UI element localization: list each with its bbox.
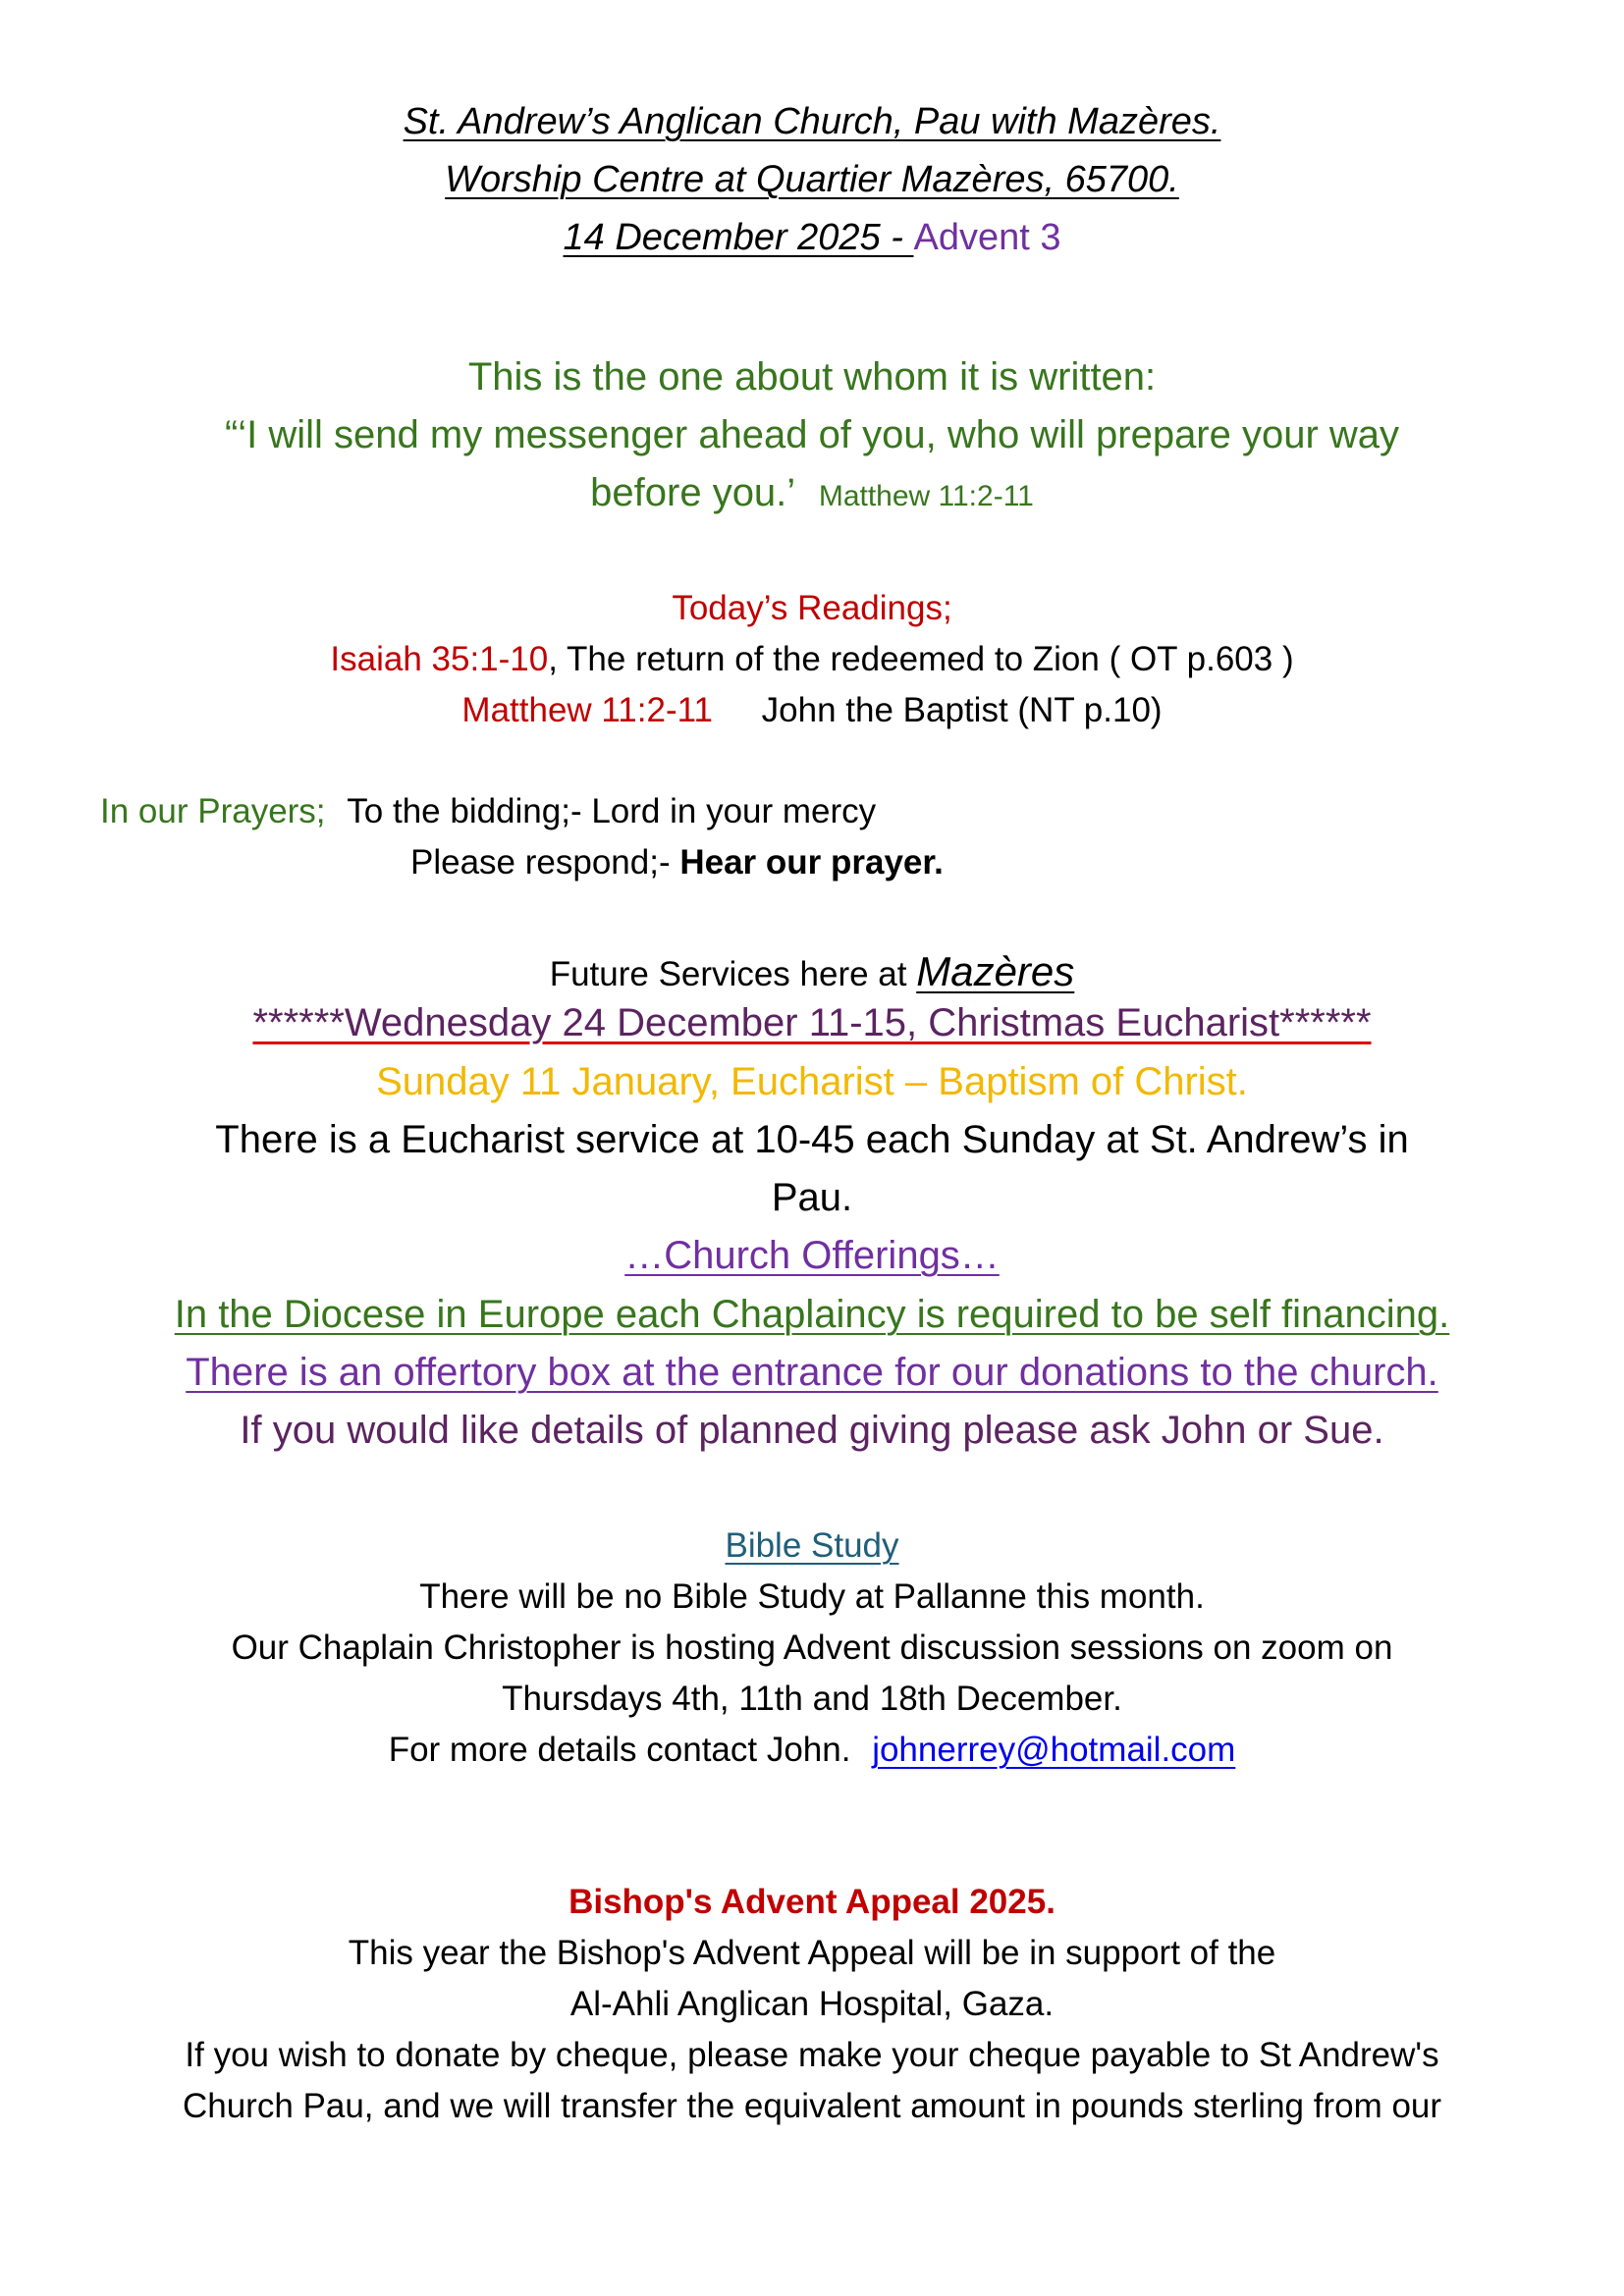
- service-sunday: Sunday 11 January, Eucharist – Baptism of Christ.: [376, 1060, 1248, 1103]
- prayers-response: Hear our prayer.: [679, 843, 944, 881]
- bible-study-line-1: There will be no Bible Study at Pallanne this month.: [419, 1577, 1205, 1616]
- bible-study-line-2: Our Chaplain Christopher is hosting Advent discussion sessions on zoom on: [231, 1629, 1393, 1667]
- reading-1-ref: Isaiah 35:1-10: [330, 640, 549, 678]
- offerings-line-3: If you would like details of planned giving please ask John or Sue.: [240, 1409, 1384, 1452]
- reading-1: [0, 640, 1624, 679]
- service-regular-2: Pau.: [771, 1176, 853, 1219]
- church-title: St. Andrew’s Anglican Church, Pau with Mazères.: [403, 101, 1221, 142]
- future-services-heading: Future Services here at: [549, 955, 907, 993]
- service-date-line: [0, 217, 1624, 259]
- prayers-respond-line: [410, 843, 944, 882]
- offerings-heading: …Church Offerings…: [624, 1234, 1000, 1277]
- future-services-line: [0, 948, 1624, 995]
- reading-1-text: , The return of the redeemed to Zion ( OT p.603 ): [548, 640, 1294, 678]
- bible-study-contact-line: [0, 1731, 1624, 1770]
- appeal-line-1: This year the Bishop's Advent Appeal will be in support of the: [348, 1934, 1276, 1972]
- future-services-place: Mazères: [916, 948, 1075, 994]
- quote-line-2: “‘I will send my messenger ahead of you, who will prepare your way: [224, 413, 1400, 456]
- service-wednesday: [0, 1001, 1624, 1045]
- readings-heading: Today’s Readings;: [672, 589, 952, 627]
- liturgical-season: Advent 3: [913, 217, 1061, 258]
- reading-2-text: John the Baptist (NT p.10): [761, 691, 1163, 729]
- quote-line-3: [0, 471, 1624, 515]
- appeal-line-3: If you wish to donate by cheque, please make your cheque payable to St Andrew's: [185, 2036, 1439, 2074]
- quote-end: before you.’: [590, 471, 794, 514]
- offerings-line-2: There is an offertory box at the entrance for our donations to the church.: [186, 1351, 1438, 1394]
- contact-email-link[interactable]: johnerrey@hotmail.com: [872, 1731, 1236, 1769]
- service-regular-1: There is a Eucharist service at 10-45 each Sunday at St. Andrew’s in: [215, 1118, 1409, 1161]
- reading-2: [0, 691, 1624, 730]
- bible-study-line-3: Thursdays 4th, 11th and 18th December.: [502, 1680, 1122, 1718]
- worship-centre: Worship Centre at Quartier Mazères, 65700.: [445, 159, 1179, 200]
- service-wednesday-text: ******Wednesday 24 December 11-15, Christmas Eucharist******: [252, 1001, 1372, 1044]
- prayers-bidding: To the bidding;- Lord in your mercy: [347, 792, 877, 830]
- prayers-respond: Please respond;-: [410, 843, 671, 881]
- bible-study-contact: For more details contact John.: [388, 1731, 861, 1769]
- reading-2-ref: Matthew 11:2-11: [461, 691, 713, 729]
- offerings-line-1: In the Diocese in Europe each Chaplaincy is required to be self financing.: [174, 1293, 1450, 1336]
- appeal-line-4: Church Pau, and we will transfer the equivalent amount in pounds sterling from our: [182, 2087, 1442, 2125]
- appeal-heading: Bishop's Advent Appeal 2025.: [568, 1883, 1056, 1921]
- service-date: 14 December 2025 -: [563, 217, 914, 258]
- prayers-label: In our Prayers;: [100, 792, 326, 830]
- quote-reference: Matthew 11:2-11: [818, 480, 1034, 512]
- quote-line-1: This is the one about whom it is written:: [467, 355, 1157, 399]
- prayers-bidding-line: [100, 792, 876, 831]
- appeal-line-2: Al-Ahli Anglican Hospital, Gaza.: [569, 1985, 1055, 2023]
- bible-study-heading: Bible Study: [725, 1526, 899, 1565]
